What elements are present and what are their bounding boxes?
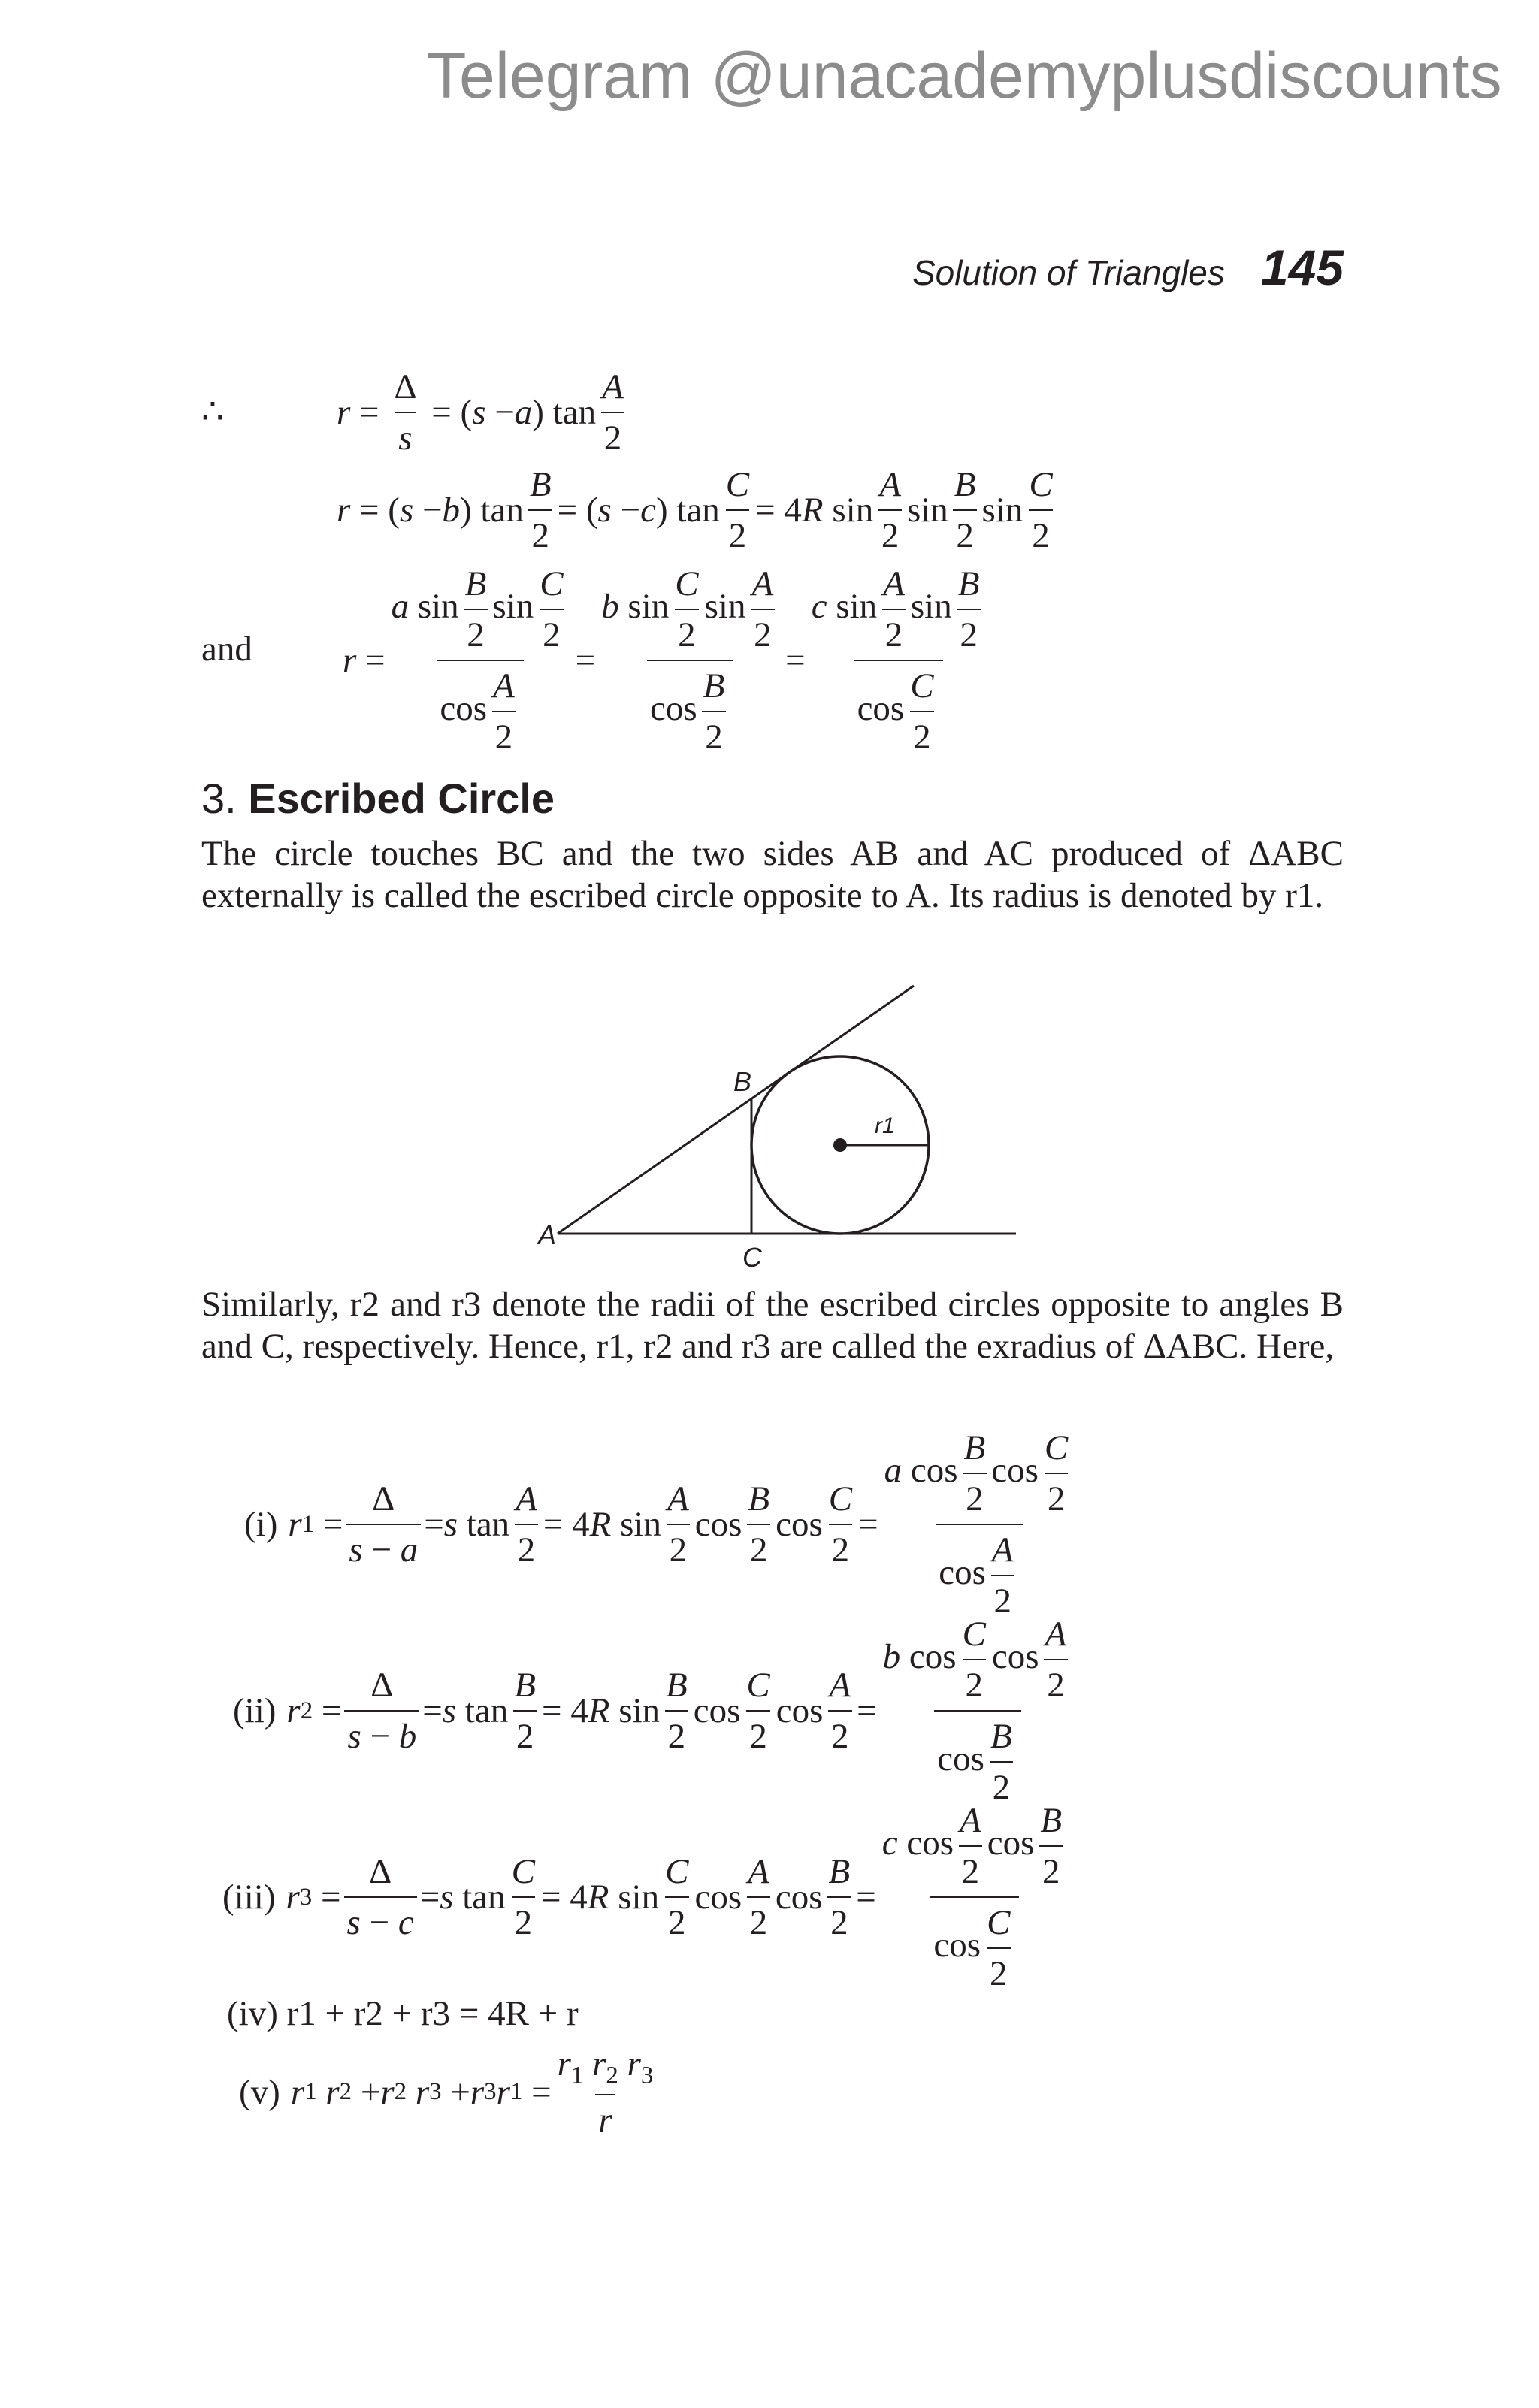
label-radius: r1 [875,1113,895,1138]
formula-iii: (iii) r 3 = $\frac{\Delta}{s - c}$ = s tan $\frac{C}{2}$ = 4 R sin $\frac{C}{2}$ cos $\frac{A}{2}$ cos $\frac{B}{2}$ = c cos $\frac{A}{2}$ cos $\frac{B}{2}$ cos $\frac{C}{2}$ [222,1801,1063,1993]
label-a: A [538,1219,557,1250]
formula-v: (v) r 1 r 2 + r 2 r 3 + r 3 r 1 = $\frac{r_1 r_2 r_3}{r}$ [239,2044,654,2141]
and-word: and [201,630,252,669]
watermark: Telegram @unacademyplusdiscounts [427,40,1502,112]
label-c: C [742,1242,762,1273]
page-number: 145 [1260,240,1344,295]
label-ii: (ii) [233,1691,277,1730]
paragraph-2: Similarly, r2 and r3 denote the radii of the escribed circles opposite to angles B and C, respectively. Hence, r1, r2 and r3 are called the exradius of ΔABC. Here, [201,1285,1344,1366]
section-title: Escribed Circle [248,775,555,822]
label-v: (v) [239,2072,280,2112]
label-i: (i) [244,1505,278,1544]
label-b: B [733,1066,752,1097]
side-line-ab [558,986,914,1234]
paragraph-1: The circle touches BC and the two sides AB and AC produced of ΔABC externally is called the escribed circle opposite to A. Its radius is denoted by r1. [201,834,1344,915]
formula-r-3: r = a sin $\frac{B}{2}$ sin $\frac{C}{2}$ cos $\frac{A}{2}$ = b sin $\frac{C}{2}$ sin $\frac{A}{2}$ cos $\frac{B}{2}$ = c sin $\frac{A}{2}$ sin $\frac{B}{2}$ cos $\frac{C}{2}$ [343,564,980,757]
formula-r-1: r = $\frac{\Delta}{s}$ = ( s − a ) tan $\frac{A}{2}$ [337,367,624,458]
formula-i: (i) r 1 = $\frac{\Delta}{s - a}$ = s tan $\frac{A}{2}$ = 4 R sin $\frac{A}{2}$ cos $\frac{B}{2}$ cos $\frac{C}{2}$ = a cos $\frac{B}{2}$ cos $\frac{C}{2}$ cos $\frac{A}{2}$ [244,1428,1069,1621]
formula-iv: (iv) r1 + r2 + r3 = 4R + r [227,1994,579,2033]
running-head-title: Solution of Triangles [912,253,1225,292]
section-number: 3. [201,775,237,822]
therefore-symbol: ∴ [201,392,224,431]
formula-ii: (ii) r 2 = $\frac{\Delta}{s - b}$ = s tan $\frac{B}{2}$ = 4 R sin $\frac{B}{2}$ cos $\frac{C}{2}$ cos $\frac{A}{2}$ = b cos $\frac{C}{2}$ cos $\frac{A}{2}$ cos $\frac{B}{2}$ [233,1615,1067,1807]
formula-r-2: r = ( s − b ) tan $\frac{B}{2}$ = ( s − c ) tan $\frac{C}{2}$ = 4 R sin $\frac{A}{2}$ sin $\frac{B}{2}$ sin $\frac{C}{2}$ [337,465,1053,555]
label-iii: (iii) [222,1878,276,1917]
